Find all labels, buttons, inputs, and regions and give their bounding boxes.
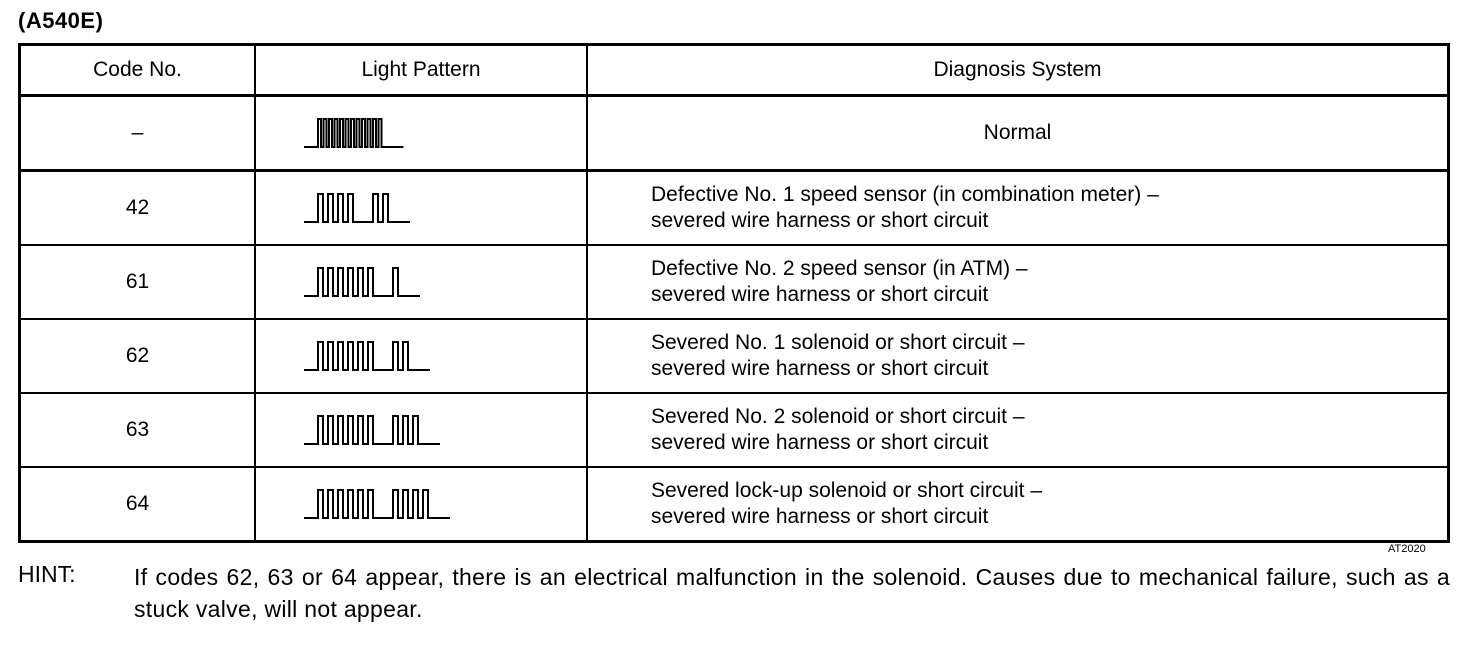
diagnosis-line: severed wire harness or short circuit xyxy=(651,505,989,528)
code-cell: – xyxy=(20,96,256,171)
header-diagnosis-system: Diagnosis System xyxy=(587,45,1449,96)
diagnosis-line: severed wire harness or short circuit xyxy=(651,431,989,454)
hint-text: If codes 62, 63 or 64 appear, there is an electrical malfunction in the solenoid. Causes due to mechanical failure, such as a stuck valve, will not appear. xyxy=(134,564,1450,622)
diagnosis-cell xyxy=(587,171,1449,246)
code-cell: 64 xyxy=(20,467,256,542)
diagnosis-line: severed wire harness or short circuit xyxy=(651,357,989,380)
header-code-no: Code No. xyxy=(20,45,256,96)
waveform-line xyxy=(304,342,430,370)
diagnosis-cell xyxy=(587,96,1449,171)
light-pattern-cell xyxy=(255,393,587,467)
waveform-line xyxy=(304,490,450,518)
waveform-line xyxy=(304,194,410,222)
diagnostic-code-table xyxy=(18,43,1450,543)
waveform-line xyxy=(304,416,440,444)
table-row xyxy=(20,96,1449,171)
table-row xyxy=(20,467,1449,542)
light-pattern-waveform xyxy=(304,262,544,302)
table-row xyxy=(20,319,1449,393)
waveform-line xyxy=(304,119,404,147)
diagnosis-cell xyxy=(587,319,1449,393)
diagnosis-line: Defective No. 2 speed sensor (in ATM) – xyxy=(651,257,1028,280)
light-pattern-waveform xyxy=(304,410,544,450)
table-row xyxy=(20,171,1449,246)
table-row xyxy=(20,393,1449,467)
light-pattern-cell xyxy=(255,319,587,393)
light-pattern-waveform xyxy=(304,336,544,376)
code-cell: 62 xyxy=(20,319,256,393)
diagnosis-cell xyxy=(587,467,1449,542)
diagnosis-line: severed wire harness or short circuit xyxy=(651,209,989,232)
diagnosis-line: Normal xyxy=(983,121,1052,144)
light-pattern-cell xyxy=(255,245,587,319)
reference-code: AT2020 xyxy=(1388,543,1426,555)
waveform-line xyxy=(304,268,420,296)
light-pattern-cell xyxy=(255,467,587,542)
diagnosis-line: severed wire harness or short circuit xyxy=(651,283,989,306)
diagnosis-cell xyxy=(587,393,1449,467)
light-pattern-waveform xyxy=(304,484,544,524)
diagnosis-cell xyxy=(587,245,1449,319)
header-light-pattern: Light Pattern xyxy=(255,45,587,96)
diagnosis-line: Severed No. 1 solenoid or short circuit – xyxy=(651,331,1025,354)
code-cell: 63 xyxy=(20,393,256,467)
code-cell: 42 xyxy=(20,171,256,246)
diagnosis-line: Severed No. 2 solenoid or short circuit – xyxy=(651,405,1025,428)
hint-label: HINT: xyxy=(18,561,76,587)
table-header-row xyxy=(20,45,1449,96)
diagnosis-line: Severed lock-up solenoid or short circuit – xyxy=(651,479,1043,502)
light-pattern-waveform xyxy=(304,188,544,228)
code-cell: 61 xyxy=(20,245,256,319)
diagnosis-line: Defective No. 1 speed sensor (in combination meter) – xyxy=(651,183,1159,206)
light-pattern-waveform xyxy=(304,113,504,153)
light-pattern-cell xyxy=(255,96,587,171)
table-row xyxy=(20,245,1449,319)
light-pattern-cell xyxy=(255,171,587,246)
model-label: (A540E) xyxy=(18,8,104,33)
